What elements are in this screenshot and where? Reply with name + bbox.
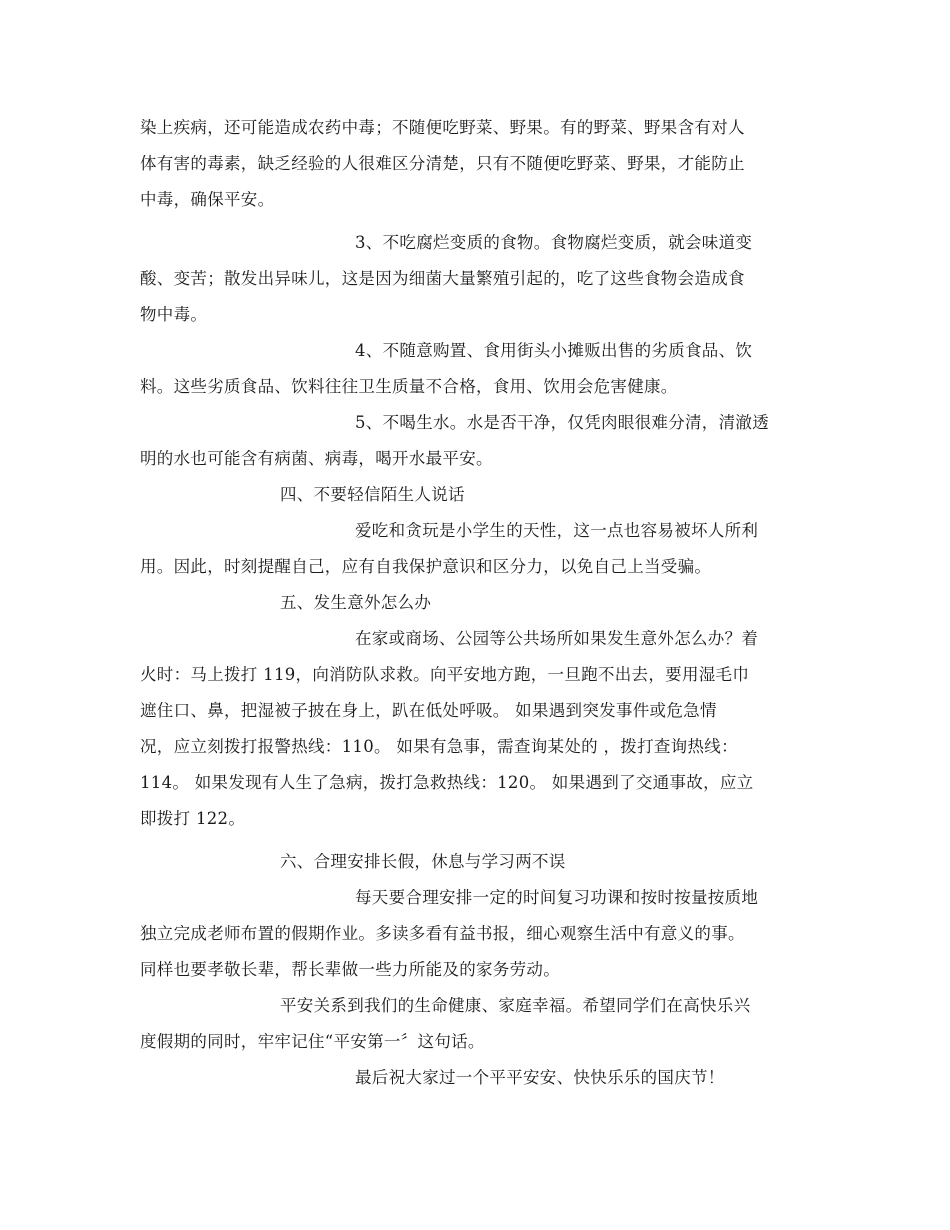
body-text-line: 明的水也可能含有病菌、病毒，喝开水最平安。 (140, 449, 493, 468)
section-heading-5: 五、发生意外怎么办 (280, 593, 432, 612)
section-heading-6: 六、合理安排长假，休息与学习两不误 (280, 852, 566, 871)
body-text-line: 物中毒。 (140, 305, 208, 324)
body-text-line: 染上疾病，还可能造成农药中毒；不随便吃野菜、野果。有的野菜、野果含有对人 (140, 118, 745, 137)
body-text-line: 同样也要孝敬长辈，帮长辈做一些力所能及的家务劳动。 (140, 960, 560, 979)
list-item-4-line: 4、不随意购置、食用街头小摊贩出售的劣质食品、饮 (355, 341, 753, 360)
body-text-line: 体有害的毒素，缺乏经验的人很难区分清楚，只有不随便吃野菜、野果，才能防止 (140, 154, 745, 173)
body-text-line: 火时：马上拨打 119，向消防队求救。向平安地方跑，一旦跑不出去，要用湿毛巾 (140, 665, 750, 684)
list-item-5-line: 5、不喝生水。水是否干净，仅凭肉眼很难分清，清澈透 (355, 413, 769, 432)
paragraph-first-line: 在家或商场、公园等公共场所如果发生意外怎么办？着 (355, 629, 759, 648)
body-text-line: 即拨打 122。 (140, 809, 246, 828)
body-text-line: 用。因此，时刻提醒自己，应有自我保护意识和区分力，以免自己上当受骗。 (140, 557, 712, 576)
closing-wish-line: 最后祝大家过一个平平安安、快快乐乐的国庆节！ (355, 1068, 725, 1087)
body-text-line: 酸、变苦；散发出异味儿，这是因为细菌大量繁殖引起的，吃了这些食物会造成食 (140, 269, 745, 288)
closing-paragraph-line: 平安关系到我们的生命健康、家庭幸福。希望同学们在高快乐兴 (280, 996, 751, 1015)
paragraph-first-line: 每天要合理安排一定的时间复习功课和按时按量按质地 (355, 888, 759, 907)
body-text-line: 遮住口、鼻，把湿被子披在身上，趴在低处呼吸。 如果遇到突发事件或危急情 (140, 701, 717, 720)
body-text-line: 独立完成老师布置的假期作业。多读多看有益书报，细心观察生活中有意义的事。 (140, 924, 745, 943)
body-text-line: 料。这些劣质食品、饮料往往卫生质量不合格，食用、饮用会危害健康。 (140, 377, 678, 396)
section-heading-4: 四、不要轻信陌生人说话 (280, 485, 465, 504)
body-text-line: 度假期的同时，牢牢记住“平安第一〞这句话。 (140, 1032, 485, 1051)
list-item-3-line: 3、不吃腐烂变质的食物。食物腐烂变质，就会味道变 (355, 233, 753, 252)
paragraph-first-line: 爱吃和贪玩是小学生的天性，这一点也容易被坏人所利 (355, 521, 759, 540)
body-text-line: 中毒，确保平安。 (140, 190, 275, 209)
body-text-line: 况，应立刻拨打报警热线：110。 如果有急事，需查询某处的 ，拨打查询热线： (140, 737, 738, 756)
body-text-line: 114。 如果发现有人生了急病，拨打急救热线：120。 如果遇到了交通事故，应立 (140, 773, 754, 792)
